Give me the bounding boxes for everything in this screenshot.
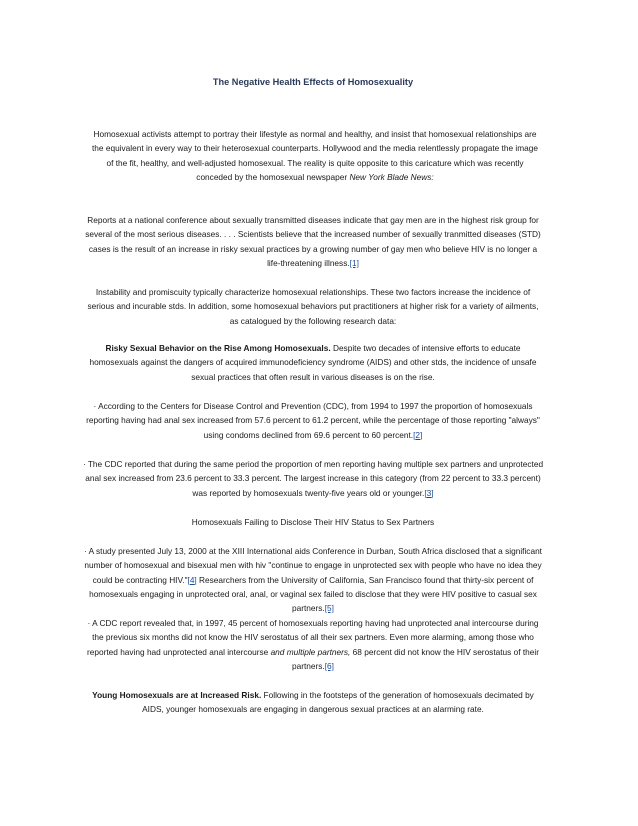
cdc-partners-text: · The CDC reported that during the same period the proportion of men reporting having multiple sex partners and unprotected anal sex increased from 23.6 percent to 33.3 percent. The largest increase in this category (from 22 percent to 33.3 percent) was reported by homosexuals twenty-five years old or younger.: [82, 459, 544, 498]
risky-behavior-text: Despite two decades of intensive efforts to educate homosexuals against the dangers of acquired immunodeficiency syndrome (AIDS) and other stds, the incidence of unsafe sexual practices that often result in various diseases is on the rise.: [89, 343, 537, 382]
source-name: New York Blade News:: [349, 171, 434, 182]
footnote-link-3[interactable]: [3]: [424, 487, 434, 498]
multiple-partners-emphasis: and multiple partners,: [270, 646, 351, 657]
hiv-disclosure-subheading-text: Homosexuals Failing to Disclose Their HIV Status to Sex Partners: [191, 517, 435, 527]
risky-behavior-paragraph: [82, 341, 544, 384]
footnote-link-5[interactable]: [5]: [324, 603, 334, 614]
cdc-serostatus-bullet: [82, 616, 544, 673]
ucsf-study-text: Researchers from the University of California, San Francisco found that thirty-six percent of homosexuals engaging in unprotected oral, anal, or vaginal sex failed to disclose that they were HIV positive to casual sex partners.: [89, 574, 537, 614]
instability-paragraph: [82, 285, 544, 328]
footnote-link-2[interactable]: [2]: [413, 429, 423, 440]
cdc-partners-bullet: [78, 457, 548, 500]
young-homosexuals-text: Following in the footsteps of the generation of homosexuals decimated by AIDS, younger homosexuals are engaging in dangerous sexual practices at an alarming rate.: [142, 690, 534, 715]
quote-paragraph: [82, 213, 544, 270]
intro-paragraph: [92, 127, 538, 184]
cdc-serostatus-text-a: · A CDC report revealed that, in 1997, 45 percent of homosexuals reporting having had unprotected anal intercourse during the previous six months did not know the HIV serostatus of all their sex partners. Even more alarming, among those who reported having had unprotected anal intercourse: [86, 618, 539, 657]
risky-behavior-heading: Risky Sexual Behavior on the Rise Among Homosexuals.: [105, 343, 331, 353]
cdc-anal-sex-bullet: [84, 399, 542, 442]
instability-text: Instability and promiscuity typically characterize homosexual relationships. These two factors increase the incidence of serious and incurable stds. In addition, some homosexual behaviors put practitioners at higher risk for a variety of ailments, as catalogued by the following research data:: [87, 287, 539, 326]
footnote-link-4[interactable]: [4]: [187, 574, 197, 585]
cdc-anal-sex-text: · According to the Centers for Disease Control and Prevention (CDC), from 1994 to 1997 the proportion of homosexuals reporting having had anal sex increased from 57.6 percent to 61.2 percent, while the percentage of those reporting "always" using condoms declined from 69.6 percent to 60 percent.: [86, 401, 540, 440]
footnote-link-6[interactable]: [6]: [324, 660, 334, 671]
durban-study-text: · A study presented July 13, 2000 at the XIII International aids Conference in Durban, South Africa disclosed that a significant number of homosexual and bisexual men with hiv "continue to engage in unprotected sex with people who have no idea they could be contracting HIV.": [84, 546, 542, 585]
young-homosexuals-heading: Young Homosexuals are at Increased Risk.: [92, 690, 262, 700]
young-homosexuals-paragraph: [82, 688, 544, 717]
durban-study-bullet: [78, 544, 548, 615]
cdc-serostatus-text-b: 68 percent did not know the HIV serostatus of their partners.: [292, 646, 539, 671]
quote-text: Reports at a national conference about sexually transmitted diseases indicate that gay men are in the highest risk group for several of the most serious diseases. . . . Scientists believe that the increased number of sexually tranmitted diseases (STD) cases is the result of an increase in risky sexual practices by a growing number of gay men who believe HIV is no longer a life-threatening illness.: [85, 215, 541, 268]
hiv-disclosure-subheading: [82, 515, 544, 529]
intro-text: Homosexual activists attempt to portray their lifestyle as normal and healthy, and insist that homosexual relationships are the equivalent in every way to their heterosexual counterparts. Hollywood and the media relentlessly propagate the image of the fit, healthy, and well-adjusted homosexual. The reality is quite opposite to this caricature which was recently conceded by the homosexual newspaper: [92, 129, 538, 182]
page-title: The Negative Health Effects of Homosexuality: [212, 77, 414, 87]
footnote-link-1[interactable]: [1]: [349, 257, 359, 268]
